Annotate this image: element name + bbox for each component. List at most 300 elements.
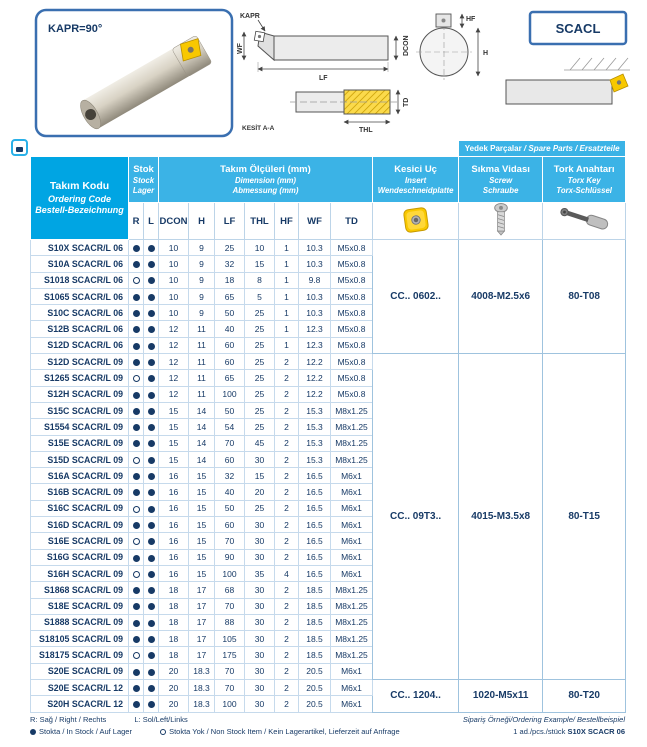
stock-l-cell [144, 582, 159, 598]
dim-lf: 70 [215, 598, 245, 614]
in-stock-dot-icon [148, 408, 155, 415]
dim-dcon: 10 [159, 256, 189, 272]
example-quantity: 1 ad./pcs./stück [513, 726, 566, 736]
spare-parts-label-tr: Yedek Parçalar [464, 144, 522, 153]
product-table [30, 140, 626, 713]
insert-code: CC.. 09T3.. [373, 354, 459, 680]
stock-r-cell [129, 354, 144, 370]
dim-hf: 1 [275, 256, 299, 272]
dim-wf: 16.5 [299, 517, 331, 533]
in-stock-dot-icon [148, 326, 155, 333]
dim-hf: 2 [275, 582, 299, 598]
product-code: S10C SCACR/L 06 [31, 305, 129, 321]
dim-td: M5x0.8 [331, 288, 373, 304]
in-stock-dot-icon [133, 408, 140, 415]
dim-wf: 12.2 [299, 354, 331, 370]
dim-thl: 25 [245, 305, 275, 321]
kapr90-label: KAPR=90° [48, 23, 103, 35]
table-row [31, 354, 626, 370]
dim-hf: 4 [275, 565, 299, 581]
in-stock-dot-icon [133, 701, 140, 708]
stock-r-cell [129, 549, 144, 565]
dim-dcon: 18 [159, 582, 189, 598]
in-stock-dot-icon [148, 457, 155, 464]
product-code: S16H SCACR/L 09 [31, 565, 129, 581]
stock-l-cell [144, 435, 159, 451]
dim-thl: 25 [245, 402, 275, 418]
dim-lf: 60 [215, 354, 245, 370]
in-stock-dot-icon [148, 489, 155, 496]
stock-l-cell [144, 468, 159, 484]
stock-r-cell [129, 402, 144, 418]
dim-dcon: 16 [159, 549, 189, 565]
in-stock-dot-icon [148, 522, 155, 529]
product-code: S12B SCACR/L 06 [31, 321, 129, 337]
dim-thl: 30 [245, 663, 275, 679]
dim-thl: 35 [245, 565, 275, 581]
stock-l-cell [144, 696, 159, 712]
dim-td: M5x0.8 [331, 305, 373, 321]
dim-h: 17 [189, 647, 215, 663]
stock-r-cell [129, 484, 144, 500]
in-stock-dot-icon [148, 636, 155, 643]
dim-wf: 10.3 [299, 288, 331, 304]
kapr-dim-label: KAPR [240, 13, 260, 20]
scacl-label: SCACL [555, 21, 601, 36]
stock-l-cell [144, 272, 159, 288]
dim-td: M8x1.25 [331, 402, 373, 418]
dim-dcon: 18 [159, 614, 189, 630]
dim-hf: 2 [275, 517, 299, 533]
dim-hf: 2 [275, 631, 299, 647]
in-stock-dot-icon [133, 473, 140, 480]
dim-thl: 20 [245, 484, 275, 500]
dim-lf: 32 [215, 468, 245, 484]
dim-h: 17 [189, 631, 215, 647]
dim-wf: 20.5 [299, 663, 331, 679]
code-label-de: Bestell-Bezeichnung [35, 204, 124, 215]
col-header-wf: WF [299, 203, 331, 240]
product-code: S15D SCACR/L 09 [31, 451, 129, 467]
in-stock-dot-icon [148, 669, 155, 676]
in-stock-dot-icon [148, 473, 155, 480]
lf-dim-label: LF [319, 75, 328, 82]
product-code: S20E SCACR/L 09 [31, 663, 129, 679]
dim-dcon: 18 [159, 598, 189, 614]
product-code: S12H SCACR/L 09 [31, 386, 129, 402]
torx-label-en: Torx Key [567, 175, 601, 185]
dim-thl: 25 [245, 419, 275, 435]
dim-lf: 70 [215, 533, 245, 549]
stock-r-cell [129, 598, 144, 614]
spare-parts-label-en: Spare Parts [528, 144, 573, 153]
dim-h: 14 [189, 419, 215, 435]
dim-h: 11 [189, 370, 215, 386]
dim-dcon: 15 [159, 402, 189, 418]
left-hand-note: L: Sol/Left/Links [134, 715, 188, 724]
product-code: S1018 SCACR/L 06 [31, 272, 129, 288]
screw-label-tr: Sıkma Vidası [471, 163, 530, 175]
non-stock-dot-icon [133, 277, 140, 284]
col-header-td: TD [331, 203, 373, 240]
product-code: S20H SCACR/L 12 [31, 696, 129, 712]
in-stock-dot-icon [133, 359, 140, 366]
insert-code: CC.. 0602.. [373, 240, 459, 354]
dim-lf: 60 [215, 451, 245, 467]
torx-code: 80-T08 [543, 240, 626, 354]
stock-r-cell [129, 614, 144, 630]
col-header-l: L [144, 203, 159, 240]
in-stock-dot-icon [133, 555, 140, 562]
in-stock-dot-icon [148, 620, 155, 627]
side-view-drawing [237, 13, 410, 82]
dim-thl: 25 [245, 321, 275, 337]
dim-hf: 2 [275, 696, 299, 712]
dim-lf: 70 [215, 680, 245, 696]
torx-label-de: Torx-Schlüssel [556, 185, 612, 195]
stock-header [129, 157, 159, 203]
in-stock-dot-icon [133, 685, 140, 692]
in-stock-dot-icon [133, 261, 140, 268]
in-stock-dot-icon [148, 343, 155, 350]
dim-h: 9 [189, 288, 215, 304]
dim-h: 17 [189, 582, 215, 598]
stock-r-cell [129, 451, 144, 467]
dim-thl: 15 [245, 256, 275, 272]
product-code: S1554 SCACR/L 09 [31, 419, 129, 435]
dim-thl: 8 [245, 272, 275, 288]
stock-l-cell [144, 256, 159, 272]
dim-lf: 54 [215, 419, 245, 435]
in-stock-dot-icon [148, 440, 155, 447]
torx-label-tr: Tork Anahtarı [553, 163, 615, 175]
dim-td: M6x1 [331, 517, 373, 533]
dim-lf: 90 [215, 549, 245, 565]
product-code: S1265 SCACR/L 09 [31, 370, 129, 386]
dim-thl: 15 [245, 468, 275, 484]
dim-dcon: 12 [159, 354, 189, 370]
dim-wf: 16.5 [299, 533, 331, 549]
in-stock-dot-icon [133, 326, 140, 333]
dim-h: 18.3 [189, 696, 215, 712]
dim-h: 15 [189, 549, 215, 565]
table-row [31, 680, 626, 696]
stock-r-cell [129, 468, 144, 484]
dim-dcon: 10 [159, 240, 189, 256]
dim-lf: 105 [215, 631, 245, 647]
dim-thl: 30 [245, 533, 275, 549]
h-dim-label: H [483, 50, 489, 57]
stock-l-cell [144, 386, 159, 402]
stock-r-cell [129, 663, 144, 679]
torx-key-icon [556, 204, 612, 236]
insert-icon [397, 204, 435, 236]
end-view-drawing [416, 14, 488, 80]
stock-r-cell [129, 647, 144, 663]
stock-label-tr: Stok [133, 163, 154, 175]
dim-hf: 2 [275, 500, 299, 516]
stock-l-cell [144, 288, 159, 304]
stock-l-cell [144, 533, 159, 549]
product-code: S10X SCACR/L 06 [31, 240, 129, 256]
insert-code: CC.. 1204.. [373, 680, 459, 713]
ordering-example-label: Sipariş Örneği/Ordering Example/ Bestellbeispiel [462, 715, 625, 724]
wf-dim-label: WF [237, 43, 244, 54]
in-stock-dot-icon [133, 245, 140, 252]
dim-lf: 25 [215, 240, 245, 256]
dim-lf: 65 [215, 288, 245, 304]
stock-l-cell [144, 370, 159, 386]
col-header-r: R [129, 203, 144, 240]
product-code: S18E SCACR/L 09 [31, 598, 129, 614]
dim-td: M6x1 [331, 549, 373, 565]
dim-wf: 18.5 [299, 582, 331, 598]
dim-wf: 18.5 [299, 631, 331, 647]
screw-code: 1020-M5x11 [459, 680, 543, 713]
in-stock-dot-icon [133, 620, 140, 627]
example-code: S10X SCACR 06 [567, 726, 625, 736]
insert-photo-cell [373, 203, 459, 240]
dim-h: 11 [189, 386, 215, 402]
in-stock-dot-icon [30, 729, 36, 735]
in-stock-dot-icon [133, 440, 140, 447]
dim-hf: 2 [275, 402, 299, 418]
in-stock-dot-icon [148, 506, 155, 513]
dim-td: M8x1.25 [331, 582, 373, 598]
in-stock-dot-icon [148, 571, 155, 578]
dim-lf: 88 [215, 614, 245, 630]
dim-dcon: 20 [159, 696, 189, 712]
stock-l-cell [144, 402, 159, 418]
dims-label-tr: Takım Ölçüleri (mm) [220, 163, 311, 175]
dim-td: M8x1.25 [331, 598, 373, 614]
dim-dcon: 12 [159, 321, 189, 337]
spare-parts-label-de: Ersatzteile [579, 144, 620, 153]
dim-wf: 12.2 [299, 370, 331, 386]
in-stock-dot-icon [148, 375, 155, 382]
product-code: S16B SCACR/L 09 [31, 484, 129, 500]
hf-dim-label: HF [466, 16, 476, 23]
dim-h: 14 [189, 402, 215, 418]
stock-l-cell [144, 419, 159, 435]
dim-lf: 100 [215, 386, 245, 402]
dim-h: 15 [189, 484, 215, 500]
stock-l-cell [144, 647, 159, 663]
dim-dcon: 16 [159, 565, 189, 581]
stock-l-cell [144, 321, 159, 337]
in-stock-dot-icon [133, 294, 140, 301]
dim-lf: 60 [215, 517, 245, 533]
product-code: S1888 SCACR/L 09 [31, 614, 129, 630]
in-stock-dot-icon [148, 359, 155, 366]
dim-thl: 30 [245, 647, 275, 663]
dim-wf: 12.3 [299, 321, 331, 337]
dim-hf: 1 [275, 272, 299, 288]
stock-l-cell [144, 631, 159, 647]
dim-td: M6x1 [331, 565, 373, 581]
dim-thl: 30 [245, 549, 275, 565]
kesit-label: KESİT A-A [242, 125, 275, 132]
dim-td: M6x1 [331, 484, 373, 500]
stock-r-cell [129, 500, 144, 516]
dim-dcon: 18 [159, 631, 189, 647]
dim-lf: 100 [215, 565, 245, 581]
dim-td: M6x1 [331, 680, 373, 696]
in-stock-dot-icon [133, 522, 140, 529]
in-stock-dot-icon [148, 310, 155, 317]
torx-header [543, 157, 626, 203]
stock-r-cell [129, 696, 144, 712]
dim-wf: 10.3 [299, 305, 331, 321]
dim-td: M5x0.8 [331, 272, 373, 288]
stock-l-cell [144, 484, 159, 500]
dim-dcon: 15 [159, 435, 189, 451]
non-stock-dot-icon [133, 538, 140, 545]
dim-hf: 2 [275, 354, 299, 370]
stock-l-cell [144, 680, 159, 696]
dim-hf: 1 [275, 305, 299, 321]
dim-hf: 2 [275, 484, 299, 500]
non-stock-dot-icon [133, 652, 140, 659]
dim-lf: 40 [215, 484, 245, 500]
drawings-svg [0, 0, 647, 140]
screw-icon [492, 203, 510, 236]
dim-hf: 2 [275, 435, 299, 451]
dim-td: M8x1.25 [331, 435, 373, 451]
stock-r-cell [129, 533, 144, 549]
dim-wf: 12.3 [299, 337, 331, 353]
non-stock-dot-icon [160, 729, 166, 735]
product-code: S15C SCACR/L 09 [31, 402, 129, 418]
stock-l-cell [144, 663, 159, 679]
product-code: S18105 SCACR/L 09 [31, 631, 129, 647]
dim-wf: 16.5 [299, 549, 331, 565]
dim-wf: 20.5 [299, 696, 331, 712]
dim-hf: 1 [275, 288, 299, 304]
dim-td: M5x0.8 [331, 386, 373, 402]
dim-lf: 50 [215, 402, 245, 418]
dim-dcon: 12 [159, 337, 189, 353]
dim-wf: 15.3 [299, 435, 331, 451]
in-stock-dot-icon [148, 538, 155, 545]
dim-wf: 15.3 [299, 451, 331, 467]
dim-h: 17 [189, 614, 215, 630]
in-stock-dot-icon [133, 587, 140, 594]
dim-thl: 30 [245, 451, 275, 467]
in-stock-dot-icon [133, 392, 140, 399]
product-code: S12D SCACR/L 06 [31, 337, 129, 353]
spare-parts-header: Yedek Parçalar / Spare Parts / Ersatzteile [459, 141, 626, 157]
dim-h: 18.3 [189, 680, 215, 696]
non-stock-dot-icon [133, 506, 140, 513]
footnotes [30, 714, 625, 737]
dim-h: 9 [189, 272, 215, 288]
stock-l-cell [144, 614, 159, 630]
dim-dcon: 20 [159, 680, 189, 696]
dim-lf: 65 [215, 370, 245, 386]
dim-hf: 2 [275, 370, 299, 386]
dim-td: M8x1.25 [331, 614, 373, 630]
dim-lf: 32 [215, 256, 245, 272]
in-stock-dot-icon [148, 587, 155, 594]
dim-lf: 68 [215, 582, 245, 598]
stock-l-cell [144, 565, 159, 581]
stock-l-cell [144, 354, 159, 370]
stock-r-cell [129, 240, 144, 256]
in-stock-dot-icon [133, 310, 140, 317]
dim-dcon: 16 [159, 484, 189, 500]
dim-hf: 2 [275, 614, 299, 630]
stock-r-cell [129, 582, 144, 598]
tool-photo-box [36, 10, 232, 136]
product-code: S16A SCACR/L 09 [31, 468, 129, 484]
dim-td: M5x0.8 [331, 321, 373, 337]
dcon-dim-label: DCON [403, 35, 410, 56]
product-code: S15E SCACR/L 09 [31, 435, 129, 451]
dim-hf: 1 [275, 321, 299, 337]
product-code: S16D SCACR/L 09 [31, 517, 129, 533]
in-stock-dot-icon [133, 424, 140, 431]
in-stock-dot-icon [148, 294, 155, 301]
non-stock-dot-icon [133, 375, 140, 382]
screw-label-de: Schraube [482, 185, 519, 195]
dim-hf: 2 [275, 386, 299, 402]
in-stock-dot-icon [148, 424, 155, 431]
dim-hf: 2 [275, 451, 299, 467]
stock-l-cell [144, 305, 159, 321]
screw-photo-cell [459, 203, 543, 240]
dim-wf: 15.3 [299, 402, 331, 418]
dim-lf: 50 [215, 305, 245, 321]
stock-r-cell [129, 565, 144, 581]
dim-h: 15 [189, 517, 215, 533]
code-label-en: Ordering Code [47, 193, 111, 204]
dim-td: M8x1.25 [331, 451, 373, 467]
dim-td: M5x0.8 [331, 370, 373, 386]
product-code: S16C SCACR/L 09 [31, 500, 129, 516]
dim-td: M8x1.25 [331, 419, 373, 435]
dim-dcon: 16 [159, 517, 189, 533]
dim-td: M6x1 [331, 663, 373, 679]
stock-r-cell [129, 419, 144, 435]
stock-l-cell [144, 549, 159, 565]
product-code: S16E SCACR/L 09 [31, 533, 129, 549]
stock-l-cell [144, 598, 159, 614]
stock-r-cell [129, 435, 144, 451]
torx-code: 80-T15 [543, 354, 626, 680]
stock-r-cell [129, 321, 144, 337]
dim-h: 17 [189, 598, 215, 614]
header-blank-area [31, 141, 459, 157]
non-stock-note: Stokta Yok / Non Stock Item / Kein Lagerartikel, Lieferzeit auf Anfrage [169, 726, 400, 736]
dim-h: 11 [189, 337, 215, 353]
dims-label-de: Abmessung (mm) [232, 185, 299, 195]
td-dim-label: TD [403, 97, 410, 107]
dim-lf: 175 [215, 647, 245, 663]
insert-label-de: Wendeschneidplatte [377, 185, 454, 195]
dim-hf: 2 [275, 647, 299, 663]
dim-dcon: 12 [159, 370, 189, 386]
screw-label-en: Screw [489, 175, 513, 185]
technical-drawings [0, 0, 647, 140]
insert-label-tr: Kesici Uç [394, 163, 437, 175]
dim-wf: 18.5 [299, 614, 331, 630]
stock-r-cell [129, 337, 144, 353]
product-code: S20E SCACR/L 12 [31, 680, 129, 696]
dim-lf: 100 [215, 696, 245, 712]
dim-lf: 50 [215, 500, 245, 516]
dim-h: 11 [189, 321, 215, 337]
